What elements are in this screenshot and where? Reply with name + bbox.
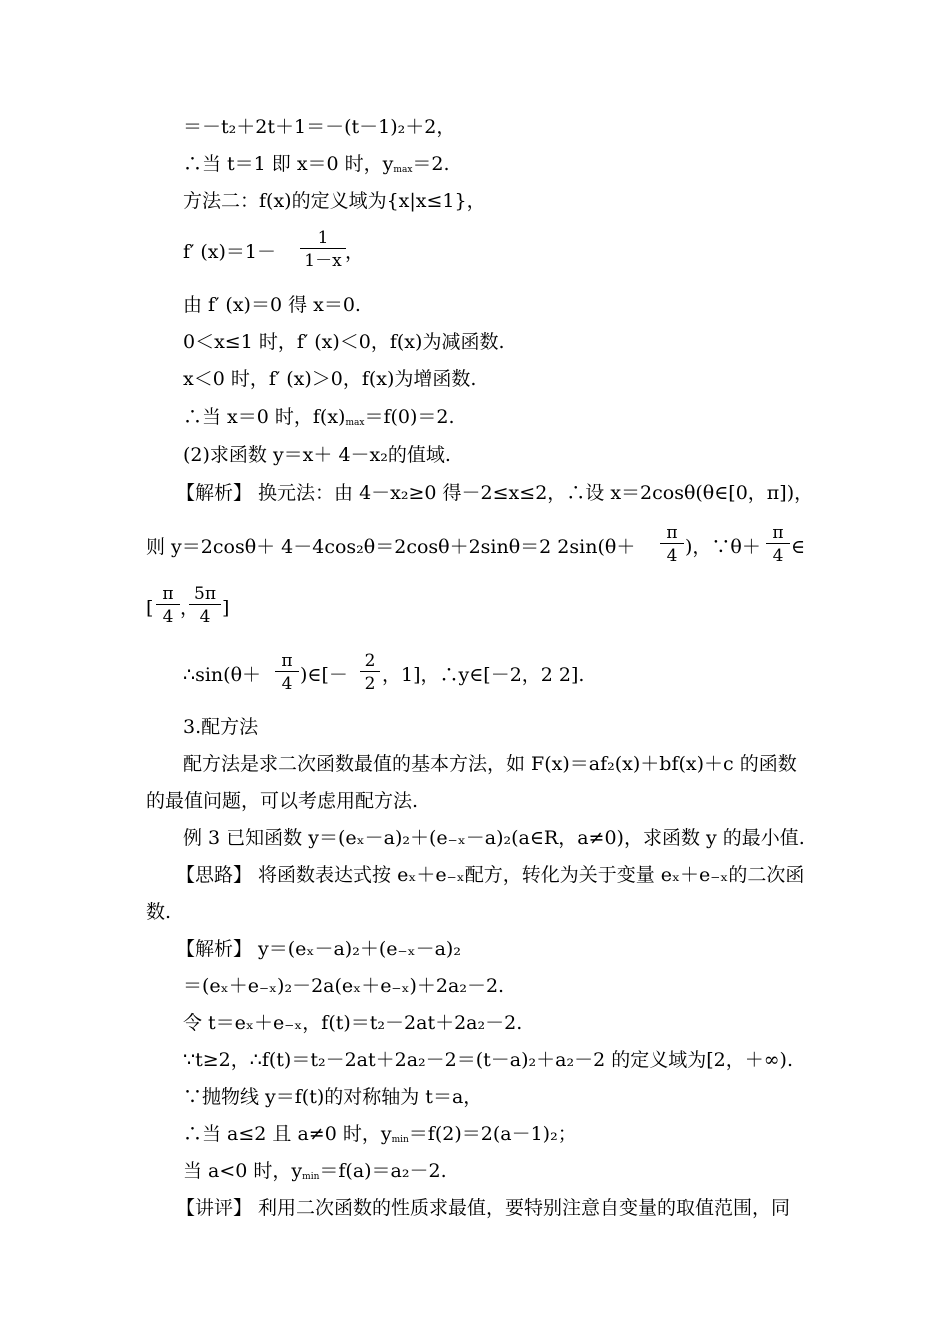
text-line: 则 y＝2cosθ＋ 4－4cos₂θ＝2cosθ＋2sinθ＝2 2sin(θ＋ — [146, 536, 636, 558]
numerator: 2 — [364, 651, 376, 671]
text-segment: ＝2. — [412, 153, 450, 175]
text-line: 的最值问题，可以考虑用配方法. — [146, 790, 419, 812]
text-segment: ∴当 x＝0 时，f(x) — [183, 406, 346, 428]
text-line: ， — [180, 597, 200, 619]
numerator: π — [162, 584, 174, 604]
text-segment: ＝f(0)＝2. — [364, 406, 455, 428]
denominator: 4 — [766, 543, 790, 566]
text-line: f′ (x)＝1－ — [183, 241, 277, 263]
text-line: 令 t＝eₓ＋e₋ₓ，f(t)＝t₂－2at＋2a₂－2. — [183, 1012, 523, 1034]
fraction — [275, 651, 299, 694]
text-line: 【思路】 将函数表达式按 eₓ＋e₋ₓ配方，转化为关于变量 eₓ＋e₋ₓ的二次函 — [176, 864, 805, 886]
subscript: min — [391, 1135, 409, 1145]
text-line — [183, 1159, 447, 1189]
fraction — [300, 228, 346, 271]
text-line: [ — [146, 597, 154, 619]
numerator: 5π — [194, 584, 216, 604]
denominator: 4 — [189, 604, 221, 627]
text-segment: ＝f(2)＝2(a－1)₂； — [408, 1123, 577, 1145]
text-line: (2)求函数 y＝x＋ 4－x₂的值域. — [183, 444, 451, 466]
fraction — [766, 523, 790, 566]
numerator: 1 — [317, 228, 329, 248]
text-line — [183, 152, 450, 182]
numerator: π — [666, 523, 678, 543]
section-heading: 3.配方法 — [183, 716, 259, 738]
text-line: 数. — [146, 901, 172, 923]
fraction — [360, 651, 380, 694]
text-line: ∵抛物线 y＝f(t)的对称轴为 t＝a， — [183, 1086, 483, 1108]
text-segment: ∴当 a≤2 且 a≠0 时，y — [183, 1123, 392, 1145]
subscript: max — [345, 418, 365, 428]
subscript: max — [393, 165, 413, 175]
text-line: ， — [345, 241, 365, 263]
text-line — [183, 1122, 577, 1152]
numerator: π — [281, 651, 293, 671]
denominator: 4 — [275, 671, 299, 694]
text-line: ] — [222, 597, 230, 619]
text-line: ＝－t₂＋2t＋1＝－(t－1)₂＋2， — [183, 116, 456, 138]
text-line: )，∵θ＋ — [685, 536, 761, 558]
text-line: )∈[－ — [300, 664, 348, 686]
text-segment: ∴当 t＝1 即 x＝0 时，y — [183, 153, 394, 175]
denominator: 4 — [156, 604, 180, 627]
text-line: ＝(eₓ＋e₋ₓ)₂－2a(eₓ＋e₋ₓ)＋2a₂－2. — [183, 975, 505, 997]
text-line: 0＜x≤1 时，f′ (x)＜0，f(x)为减函数. — [183, 331, 505, 353]
text-line: 【讲评】 利用二次函数的性质求最值，要特别注意自变量的取值范围，同 — [176, 1197, 791, 1219]
text-line — [183, 405, 455, 435]
text-line: ∴sin(θ＋ — [183, 664, 262, 686]
denominator: 1－x — [300, 248, 346, 271]
text-line: 方法二：f(x)的定义域为{x|x≤1}， — [183, 190, 486, 212]
text-segment: 当 a<0 时，y — [183, 1160, 303, 1182]
text-line: ∵t≥2，∴f(t)＝t₂－2at＋2a₂－2＝(t－a)₂＋a₂－2 的定义域为[2，＋∞). — [183, 1049, 793, 1071]
subscript: min — [302, 1172, 320, 1182]
text-line: x＜0 时，f′ (x)＞0，f(x)为增函数. — [183, 368, 477, 390]
text-line: ，1]，∴y∈[－2，2 2]. — [382, 664, 585, 686]
denominator: 2 — [360, 671, 380, 694]
text-line: 配方法是求二次函数最值的基本方法，如 F(x)＝af₂(x)＋bf(x)＋c 的函数 — [183, 753, 797, 775]
text-line: 【解析】 换元法：由 4－x₂≥0 得－2≤x≤2，∴设 x＝2cosθ(θ∈[0，π])， — [176, 482, 814, 504]
text-line: ∈ — [791, 536, 806, 558]
fraction — [156, 584, 180, 627]
text-line: 由 f′ (x)＝0 得 x＝0. — [183, 294, 361, 316]
denominator: 4 — [660, 543, 684, 566]
text-segment: ＝f(a)＝a₂－2. — [319, 1160, 447, 1182]
text-line: 【解析】 y＝(eₓ－a)₂＋(e₋ₓ－a)₂ — [176, 938, 461, 960]
fraction — [660, 523, 684, 566]
numerator: π — [772, 523, 784, 543]
fraction — [189, 584, 221, 627]
text-line: 例 3 已知函数 y＝(eₓ－a)₂＋(e₋ₓ－a)₂(a∈R，a≠0)，求函数 y 的最小值. — [183, 827, 805, 849]
